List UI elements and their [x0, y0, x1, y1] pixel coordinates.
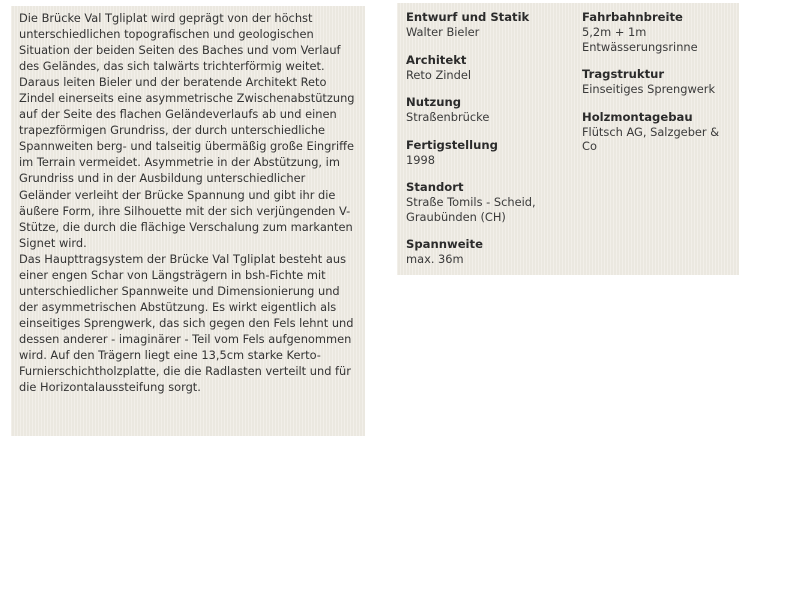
- fact-value: Reto Zindel: [406, 67, 472, 82]
- fact-location: [406, 180, 576, 224]
- description-paragraph-1: Die Brücke Val Tgliplat wird geprägt von der höchst unterschiedlichen topografischen und geologischen Situation der beiden Seiten des Baches und vom Verlauf des Geländes, das sich talwärts trichterförmig weitet. Daraus leiten Bieler und der beratende Architekt Reto Zindel einerseits eine asymmetrische Zwischenabstützung auf der Seite des flachen Geländeverlaufs ab und einen trapezförmigen Grundriss, der durch unterschiedliche Spannweiten berg- und talseitig übermäßig große Eingriffe im Terrain vermeidet. Asymmetrie in der Abstützung, im Grundriss und in der Ausbildung unterschiedlicher Geländer verleiht der Brücke Spannung und gibt ihr die äußere Form, ihre Silhouette mit der sich verjüngenden V-Stütze, die durch die flächige Verschalung zum markanten Signet wird.: [19, 11, 355, 250]
- fact-label: Spannweite: [406, 237, 483, 251]
- fact-roadway-width: [582, 10, 734, 54]
- description-paragraph-2: Das Haupttragsystem der Brücke Val Tgliplat besteht aus einer engen Schar von Längsträgern in bsh-Fichte mit unterschiedlicher Spannweite und Dimensionierung und der asymmetrischen Abstützung. Es wirkt eigentlich als einseitiges Sprengwerk, das sich gegen den Fels lehnt und dessen anderer - imaginärer - Teil vom Fels aufgenommen wird. Auf den Trägern liegt eine 13,5cm starke Kerto-Furnierschichtholzplatte, die die Radlasten verteilt und für die Horizontalaussteifung sorgt.: [19, 251, 354, 395]
- project-facts-panel: [397, 3, 739, 275]
- facts-column-left: [406, 10, 576, 280]
- fact-value: 1998: [406, 152, 435, 167]
- fact-design-and-statics: [406, 10, 576, 40]
- fact-value: max. 36m: [406, 252, 464, 266]
- fact-span: [406, 237, 576, 267]
- fact-label: Entwurf und Statik: [406, 10, 530, 24]
- fact-completion: [406, 138, 576, 168]
- fact-label: Nutzung: [406, 95, 462, 109]
- fact-value: Straße Tomils - Scheid, Graubünden (CH): [406, 195, 536, 224]
- fact-value: 5,2m + 1m Entwässerungsrinne: [582, 25, 698, 54]
- fact-value: Walter Bieler: [406, 25, 480, 39]
- fact-label: Fertigstellung: [406, 137, 498, 152]
- fact-value: Einseitiges Sprengwerk: [582, 82, 716, 96]
- description-panel: [11, 6, 365, 436]
- fact-label: Architekt: [406, 52, 467, 67]
- fact-label: Tragstruktur: [582, 67, 665, 81]
- fact-value: Flütsch AG, Salzgeber & Co: [582, 124, 720, 153]
- fact-label: Standort: [406, 180, 464, 194]
- fact-value: Straßenbrücke: [406, 110, 490, 124]
- fact-label: Fahrbahnbreite: [582, 10, 683, 24]
- fact-structure: [582, 67, 734, 97]
- facts-column-right: [582, 10, 734, 167]
- fact-usage: [406, 95, 576, 125]
- fact-timber-construction: [582, 110, 734, 154]
- fact-architect: [406, 53, 576, 83]
- fact-label: Holzmontagebau: [582, 109, 693, 124]
